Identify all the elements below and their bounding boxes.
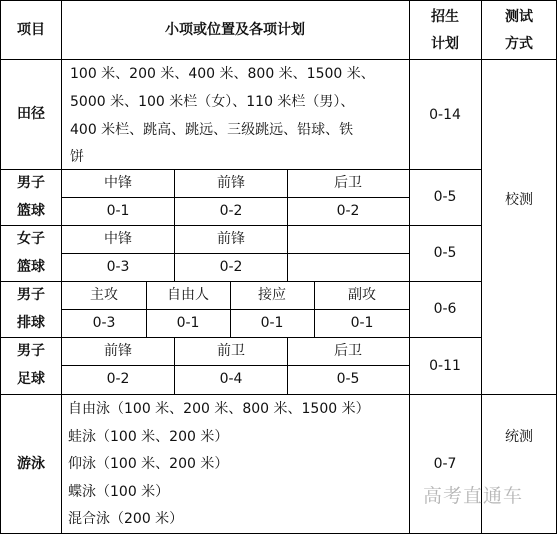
mens-basketball-plan: 0-5 xyxy=(433,189,457,205)
mens-volleyball-quota: 0-1 xyxy=(260,315,284,331)
mens-basketball-position: 后卫 xyxy=(334,175,362,191)
mens-volleyball-position: 接应 xyxy=(258,287,286,303)
mens-basketball-quota: 0-2 xyxy=(219,203,243,219)
method-unified-test: 统测 xyxy=(505,429,533,445)
mens-volleyball-name-line1: 男子 xyxy=(17,287,45,303)
mens-football-position: 前锋 xyxy=(104,343,132,359)
mens-volleyball-quota: 0-1 xyxy=(350,315,374,331)
mens-football-name-line2: 足球 xyxy=(17,371,45,387)
swimming-event: 蛙泳（100 米、200 米） xyxy=(68,429,229,445)
track-events-line-4: 饼 xyxy=(70,149,84,165)
swimming-event: 蝶泳（100 米） xyxy=(68,484,170,500)
mens-basketball-quota: 0-2 xyxy=(336,203,360,219)
track-events-line-3: 400 米栏、跳高、跳远、三级跳远、铅球、铁 xyxy=(70,122,354,138)
womens-basketball-quota: 0-3 xyxy=(106,259,130,275)
mens-basketball-name-line2: 篮球 xyxy=(17,203,45,219)
swimming-plan: 0-7 xyxy=(433,456,457,472)
mens-football-quota: 0-4 xyxy=(219,371,243,387)
header-item: 项目 xyxy=(17,22,45,38)
mens-football-plan: 0-11 xyxy=(429,358,461,374)
swimming-name: 游泳 xyxy=(17,456,45,472)
womens-basketball-name-line2: 篮球 xyxy=(17,259,45,275)
track-events-line-1: 100 米、200 米、400 米、800 米、1500 米、 xyxy=(70,66,375,82)
track-events-line-2: 5000 米、100 米栏（女）、110 米栏（男）、 xyxy=(70,94,355,110)
header-plan-line2: 计划 xyxy=(431,36,459,52)
mens-volleyball-position: 自由人 xyxy=(167,287,209,303)
mens-volleyball-position: 副攻 xyxy=(348,287,376,303)
swimming-event: 自由泳（100 米、200 米、800 米、1500 米） xyxy=(68,401,370,417)
header-subitems: 小项或位置及各项计划 xyxy=(165,22,305,38)
swimming-event: 仰泳（100 米、200 米） xyxy=(68,456,229,472)
track-name: 田径 xyxy=(17,106,45,122)
womens-basketball-quota: 0-2 xyxy=(219,259,243,275)
swimming-event: 混合泳（200 米） xyxy=(68,511,184,527)
mens-volleyball-plan: 0-6 xyxy=(433,301,457,317)
header-method-line1: 测试 xyxy=(505,9,533,25)
mens-football-quota: 0-5 xyxy=(336,371,360,387)
method-school-test: 校测 xyxy=(505,192,533,208)
mens-volleyball-quota: 0-3 xyxy=(92,315,116,331)
mens-football-position: 前卫 xyxy=(217,343,245,359)
header-method-line2: 方式 xyxy=(505,36,533,52)
track-plan: 0-14 xyxy=(429,107,461,123)
mens-volleyball-quota: 0-1 xyxy=(176,315,200,331)
header-plan-line1: 招生 xyxy=(431,9,459,25)
mens-football-quota: 0-2 xyxy=(106,371,130,387)
womens-basketball-name-line1: 女子 xyxy=(17,231,45,247)
watermark: 高考直通车 xyxy=(423,485,524,507)
mens-volleyball-name-line2: 排球 xyxy=(17,315,45,331)
mens-basketball-name-line1: 男子 xyxy=(17,175,45,191)
mens-football-position: 后卫 xyxy=(334,343,362,359)
womens-basketball-position: 中锋 xyxy=(104,231,132,247)
mens-football-name-line1: 男子 xyxy=(17,343,45,359)
womens-basketball-position: 前锋 xyxy=(217,231,245,247)
womens-basketball-plan: 0-5 xyxy=(433,245,457,261)
mens-basketball-position: 前锋 xyxy=(217,175,245,191)
mens-volleyball-position: 主攻 xyxy=(90,287,118,303)
mens-basketball-quota: 0-1 xyxy=(106,203,130,219)
mens-basketball-position: 中锋 xyxy=(104,175,132,191)
